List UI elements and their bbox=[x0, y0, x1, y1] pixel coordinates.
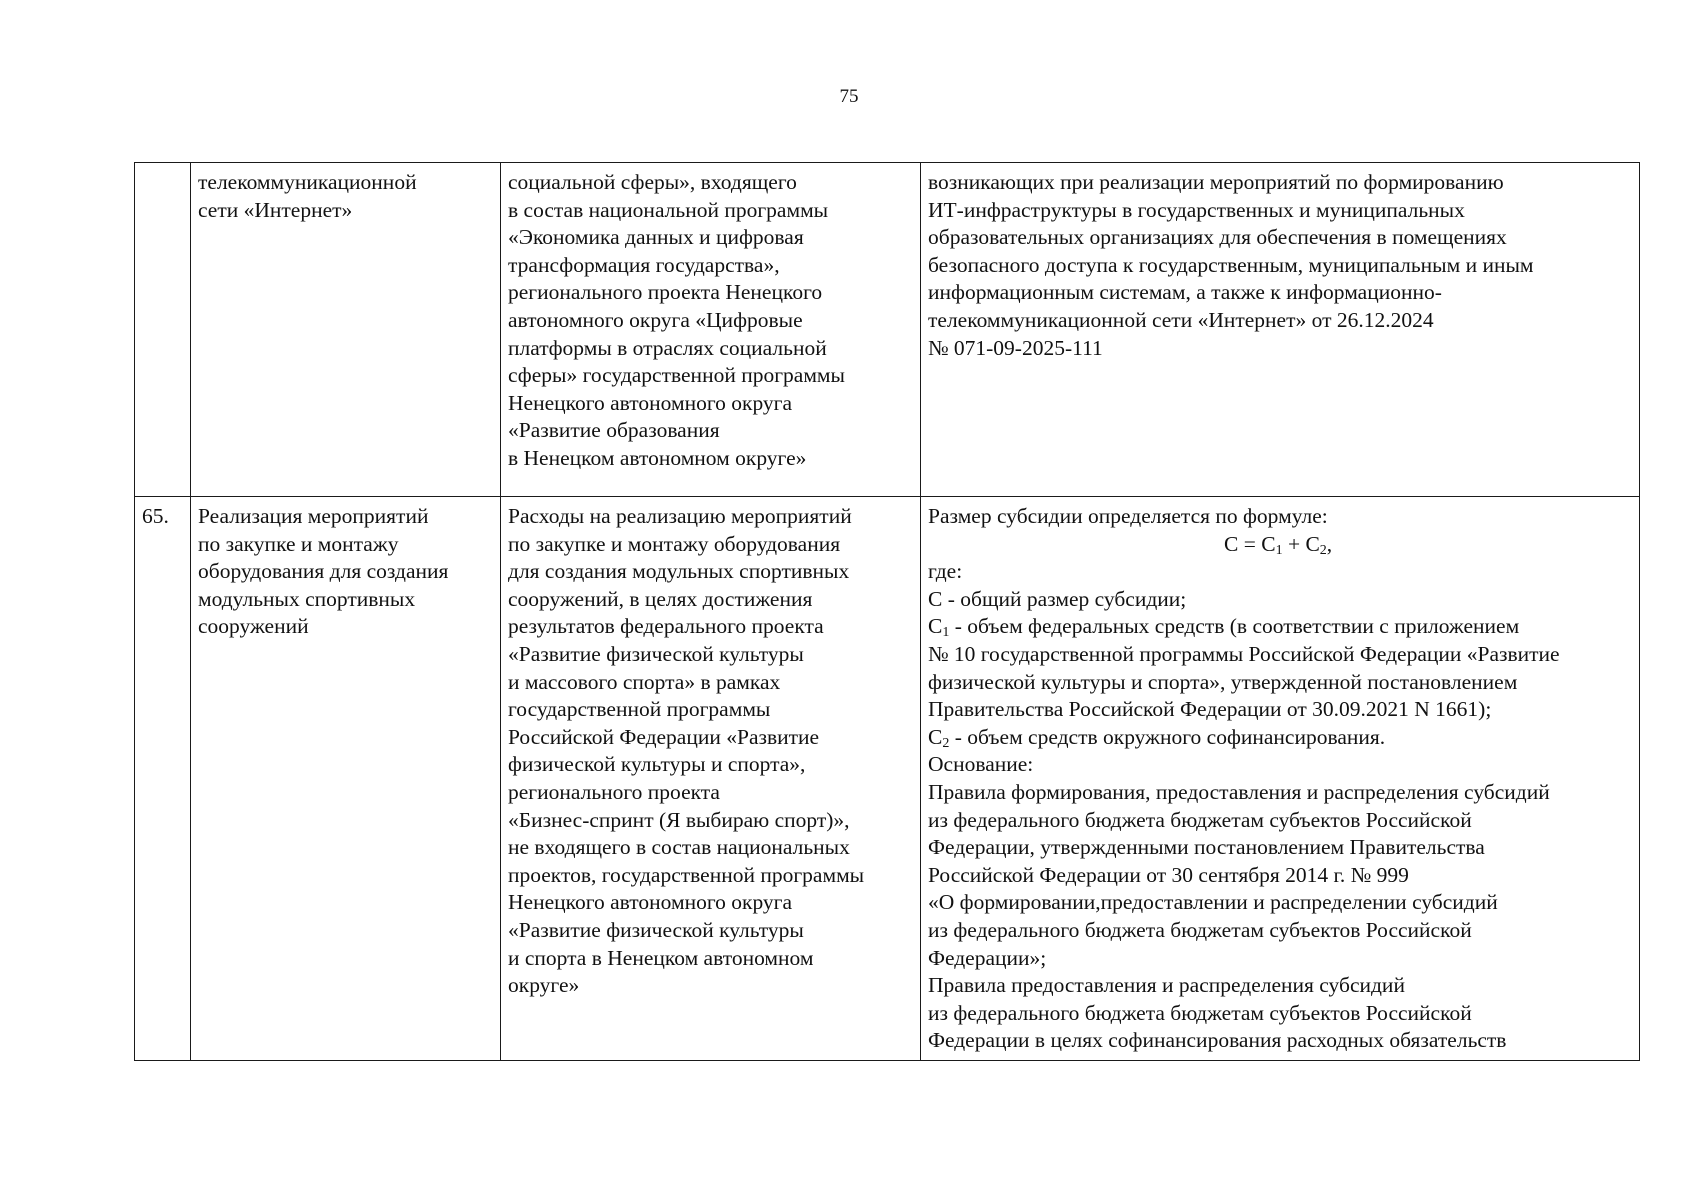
text-line: оборудования для создания bbox=[198, 559, 449, 584]
text-line: Федерации в целях софинансирования расходных обязательств bbox=[928, 1028, 1507, 1053]
text-line: автономного округа «Цифровые bbox=[508, 307, 803, 332]
row-number-cell: 65. bbox=[135, 497, 191, 1061]
formula-part: C = C bbox=[1224, 531, 1276, 556]
text-line: Размер субсидии определяется по формуле: bbox=[928, 504, 1328, 528]
text-line: безопасного доступа к государственным, муниципальным и иным bbox=[928, 252, 1534, 277]
text-line: Реализация мероприятий bbox=[198, 504, 429, 528]
text-line: трансформация государства», bbox=[508, 252, 780, 277]
text-line: Правительства Российской Федерации от 30.09.2021 N 1661); bbox=[928, 697, 1492, 722]
expense-description-cell bbox=[501, 163, 921, 497]
text-line: «Развитие физической культуры bbox=[508, 917, 804, 942]
formula-part: C bbox=[928, 614, 943, 639]
text-line: возникающих при реализации мероприятий по формированию bbox=[928, 170, 1504, 194]
measure-name-cell bbox=[191, 497, 501, 1061]
formula-subscript: 1 bbox=[1275, 542, 1283, 558]
text-line: в состав национальной программы bbox=[508, 197, 829, 222]
text-line: сооружений, в целях достижения bbox=[508, 586, 813, 611]
page-number: 75 bbox=[839, 86, 859, 107]
text-line: телекоммуникационной bbox=[198, 170, 417, 194]
text-line: «О формировании,предоставлении и распределении субсидий bbox=[928, 890, 1498, 915]
text-line: в Ненецком автономном округе» bbox=[508, 445, 807, 470]
legal-basis-cell bbox=[921, 163, 1640, 497]
row-number-cell bbox=[135, 163, 191, 497]
text-line: сети «Интернет» bbox=[198, 197, 353, 222]
text-line: «Бизнес-спринт (Я выбираю спорт)», bbox=[508, 807, 850, 832]
text-line: Правила предоставления и распределения субсидий bbox=[928, 973, 1405, 998]
text-line: телекоммуникационной сети «Интернет» от 26.12.2024 bbox=[928, 307, 1434, 332]
text-line: где: bbox=[928, 559, 963, 584]
measure-name-cell bbox=[191, 163, 501, 497]
text-line: № 071-09-2025-111 bbox=[928, 335, 1103, 360]
text-line: Российской Федерации «Развитие bbox=[508, 724, 820, 749]
text-line: сооружений bbox=[198, 614, 309, 639]
table-row bbox=[135, 163, 1640, 497]
text-line: из федерального бюджета бюджетам субъектов Российской bbox=[928, 807, 1472, 832]
text-line: модульных спортивных bbox=[198, 586, 416, 611]
text-line: «Экономика данных и цифровая bbox=[508, 225, 804, 250]
expense-description-cell bbox=[501, 497, 921, 1061]
text-line: Российской Федерации от 30 сентября 2014 г. № 999 bbox=[928, 862, 1409, 887]
text-line: социальной сферы», входящего bbox=[508, 170, 797, 194]
text-line: из федерального бюджета бюджетам субъектов Российской bbox=[928, 917, 1472, 942]
text-line: № 10 государственной программы Российской Федерации «Развитие bbox=[928, 641, 1560, 666]
text-line: по закупке и монтажу bbox=[198, 531, 399, 556]
text-line: не входящего в состав национальных bbox=[508, 835, 850, 860]
formula-subscript: 2 bbox=[942, 735, 950, 751]
text-line: и спорта в Ненецком автономном bbox=[508, 945, 814, 970]
text-line: результатов федерального проекта bbox=[508, 614, 824, 639]
formula-subscript: 1 bbox=[942, 625, 950, 641]
text-line: проектов, государственной программы bbox=[508, 862, 865, 887]
text-line: «Развитие физической культуры bbox=[508, 641, 804, 666]
text-line: ИТ-инфраструктуры в государственных и муниципальных bbox=[928, 197, 1465, 222]
legal-basis-cell bbox=[921, 497, 1640, 1061]
text-line: Расходы на реализацию мероприятий bbox=[508, 504, 852, 528]
text-line: информационным системам, а также к информационно- bbox=[928, 280, 1442, 305]
formula-part: + C bbox=[1282, 531, 1320, 556]
text-line: из федерального бюджета бюджетам субъектов Российской bbox=[928, 1000, 1472, 1025]
text-line: Ненецкого автономного округа bbox=[508, 390, 793, 415]
table-row bbox=[135, 497, 1640, 1061]
text-line: - объем средств окружного софинансирования. bbox=[949, 724, 1386, 749]
text-line: платформы в отраслях социальной bbox=[508, 335, 827, 360]
text-line: Основание: bbox=[928, 752, 1034, 777]
formula-part: , bbox=[1326, 531, 1333, 556]
text-line: физической культуры и спорта», bbox=[508, 752, 806, 777]
text-line: образовательных организациях для обеспечения в помещениях bbox=[928, 225, 1507, 250]
text-line: для создания модульных спортивных bbox=[508, 559, 850, 584]
text-line: C - общий размер субсидии; bbox=[928, 586, 1187, 611]
subsidy-formula bbox=[928, 531, 1633, 559]
c2-definition bbox=[928, 724, 1633, 752]
text-line: - объем федеральных средств (в соответствии с приложением bbox=[949, 614, 1520, 639]
subsidy-table bbox=[134, 162, 1640, 1061]
text-line: государственной программы bbox=[508, 697, 771, 722]
text-line: округе» bbox=[508, 973, 580, 998]
text-line: и массового спорта» в рамках bbox=[508, 669, 781, 694]
text-line: сферы» государственной программы bbox=[508, 363, 845, 388]
text-line: «Развитие образования bbox=[508, 418, 720, 443]
text-line: Федерации, утвержденными постановлением Правительства bbox=[928, 835, 1485, 860]
formula-part: C bbox=[928, 724, 943, 749]
c1-definition bbox=[928, 613, 1633, 641]
text-line: регионального проекта bbox=[508, 779, 720, 804]
text-line: регионального проекта Ненецкого bbox=[508, 280, 823, 305]
text-line: по закупке и монтажу оборудования bbox=[508, 531, 841, 556]
text-line: Правила формирования, предоставления и распределения субсидий bbox=[928, 779, 1550, 804]
text-line: Федерации»; bbox=[928, 945, 1047, 970]
text-line: Ненецкого автономного округа bbox=[508, 890, 793, 915]
formula-subscript: 2 bbox=[1319, 542, 1327, 558]
text-line: физической культуры и спорта», утвержденной постановлением bbox=[928, 669, 1518, 694]
